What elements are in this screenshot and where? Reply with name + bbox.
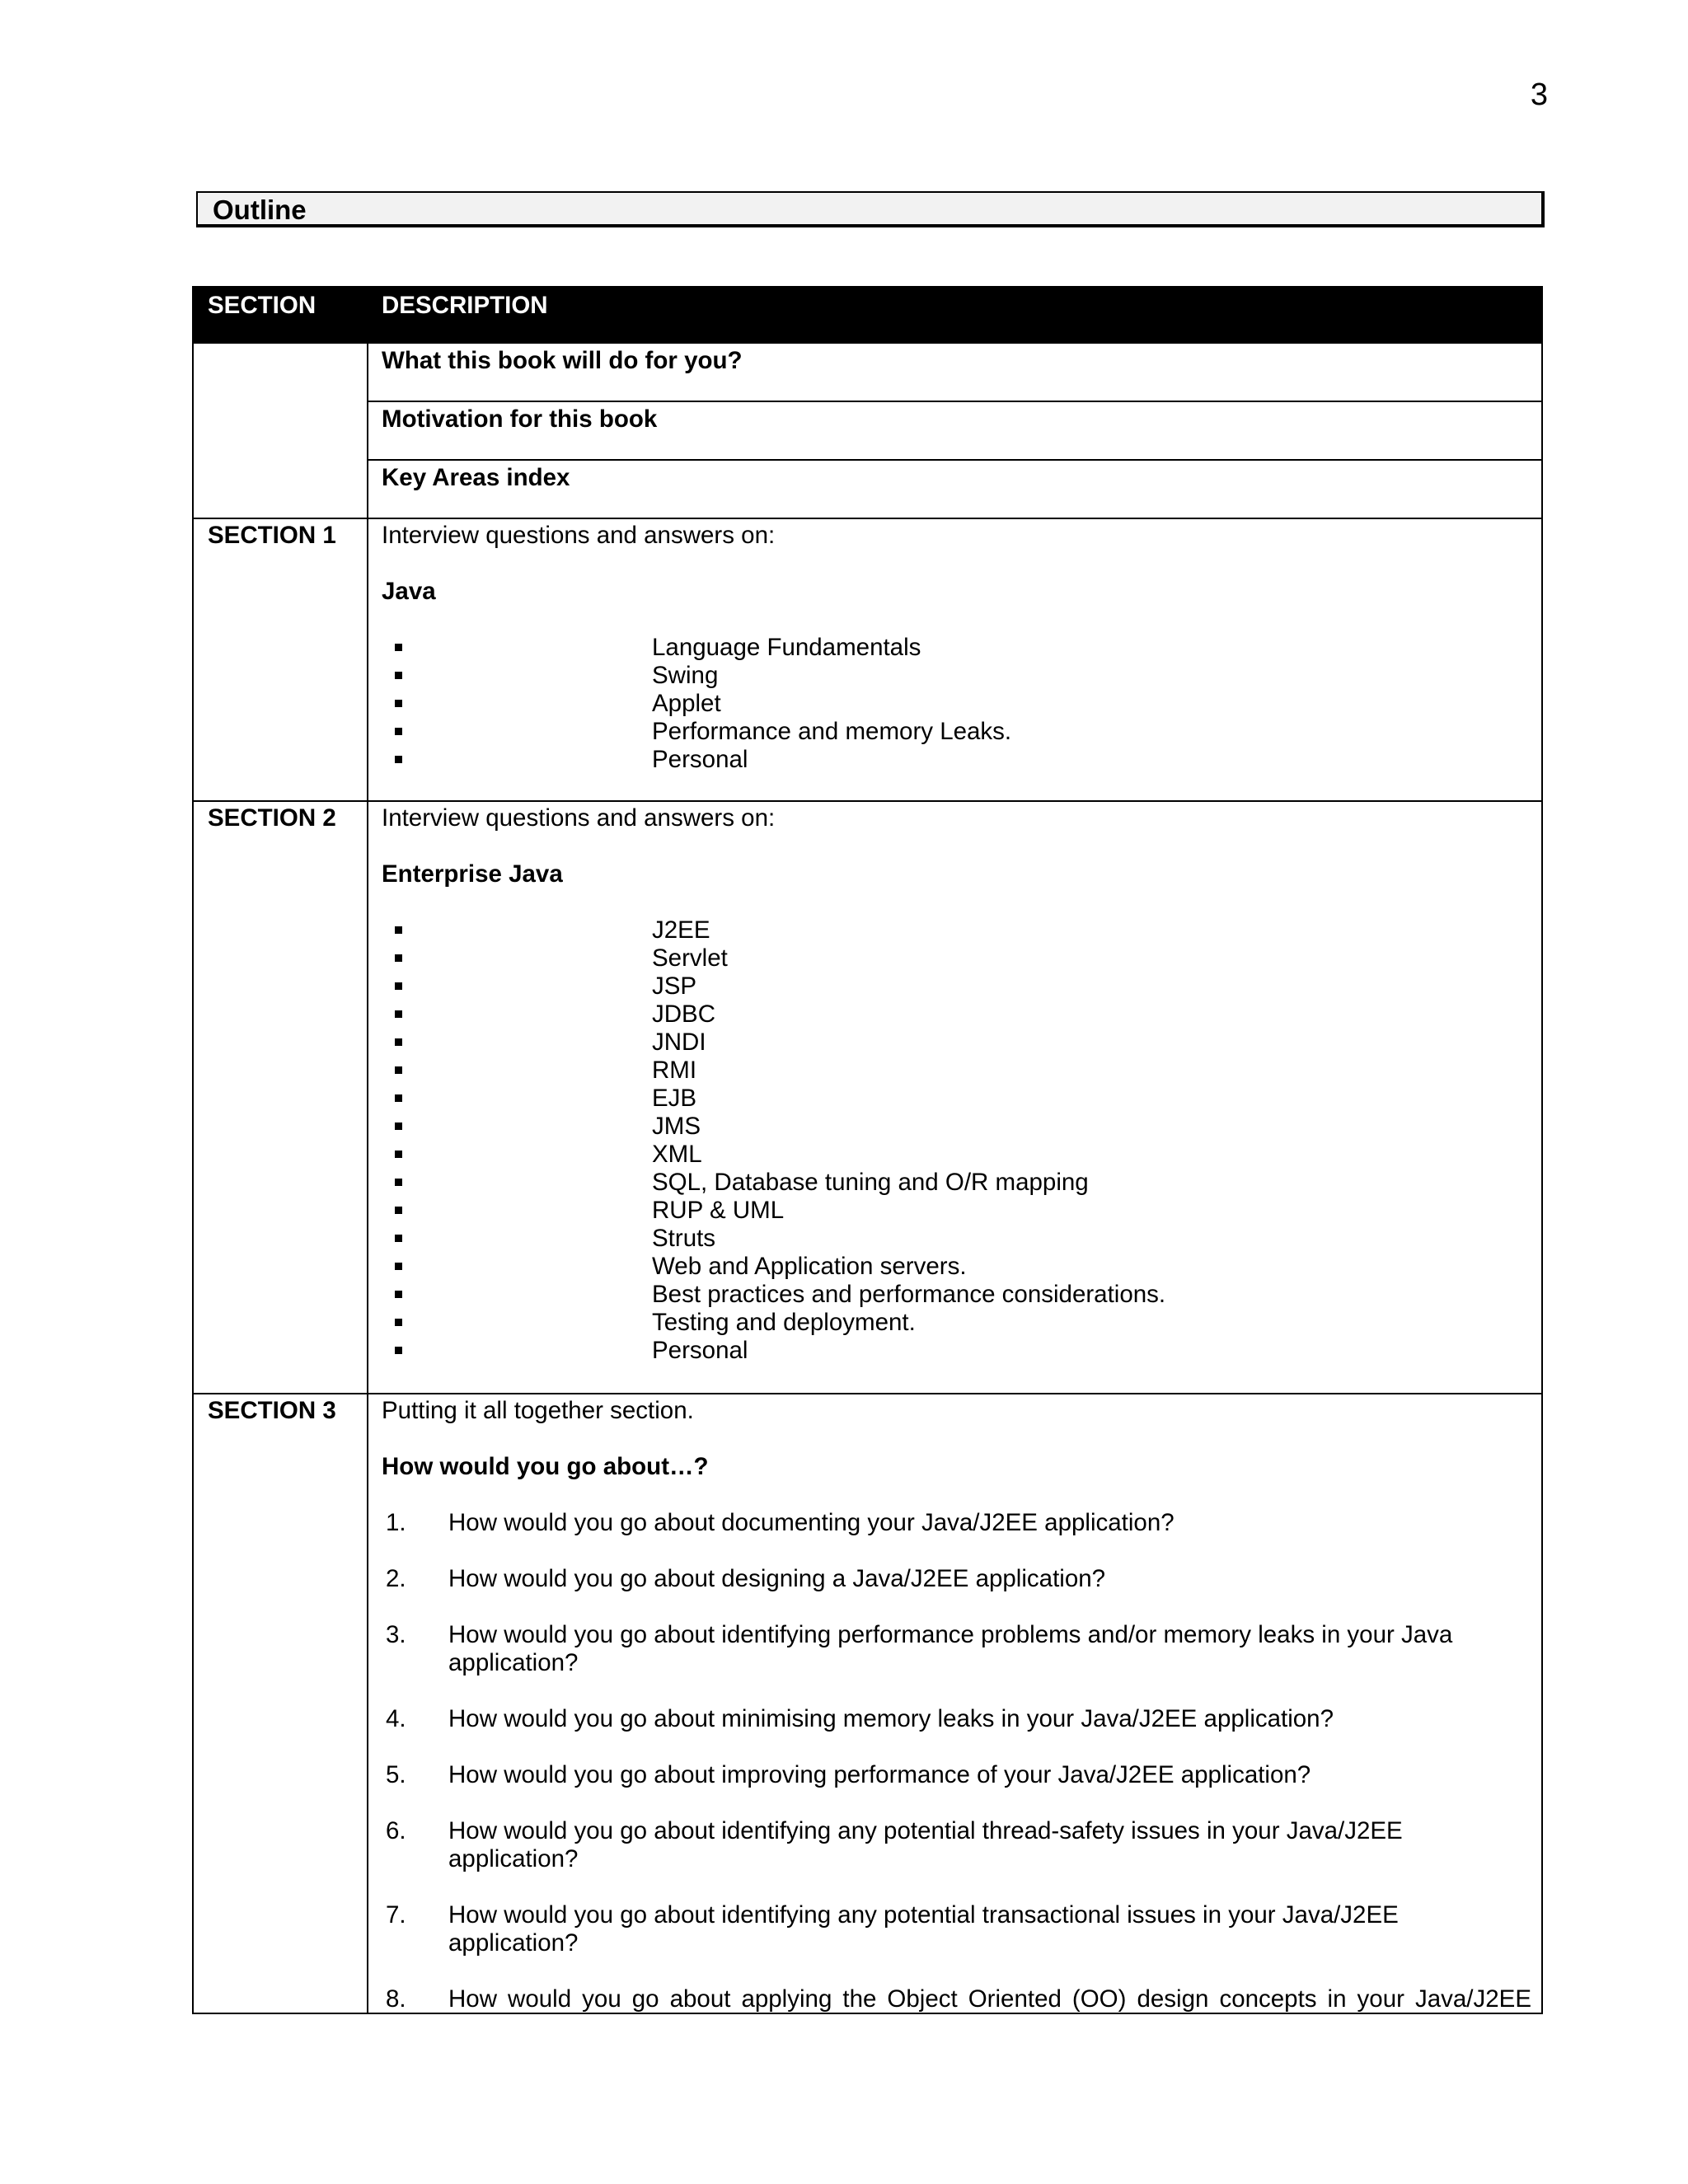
list-item-label: RMI bbox=[652, 1057, 697, 1084]
list-item-label: Personal bbox=[652, 1337, 748, 1364]
list-item-label: How would you go about applying the Object Oriented (OO) design concepts in your Java/J2EE bbox=[448, 1985, 1531, 2013]
section-3-label: SECTION 3 bbox=[208, 1397, 336, 1424]
list-item-label: Best practices and performance considerations. bbox=[652, 1281, 1166, 1308]
list-item-label: RUP & UML bbox=[652, 1197, 785, 1224]
bullet-icon bbox=[395, 1151, 402, 1158]
section-3-heading: How would you go about…? bbox=[382, 1453, 709, 1480]
section-2-heading: Enterprise Java bbox=[382, 860, 563, 888]
section-1-intro: Interview questions and answers on: bbox=[382, 522, 776, 549]
column-divider bbox=[367, 344, 368, 2013]
row-divider bbox=[367, 459, 1541, 461]
intro-row-motivation: Motivation for this book bbox=[382, 405, 658, 433]
bullet-icon bbox=[395, 1207, 402, 1214]
header-description: DESCRIPTION bbox=[382, 292, 548, 319]
list-item-label: Testing and deployment. bbox=[652, 1309, 916, 1336]
intro-row-what-this-book: What this book will do for you? bbox=[382, 347, 743, 374]
section-2-intro: Interview questions and answers on: bbox=[382, 804, 776, 832]
bullet-icon bbox=[395, 1179, 402, 1186]
list-item-label: How would you go about designing a Java/J2EE application? bbox=[448, 1565, 1106, 1592]
list-item-label: Servlet bbox=[652, 944, 728, 972]
bullet-icon bbox=[395, 644, 402, 651]
bullet-icon bbox=[395, 728, 402, 735]
bullet-icon bbox=[395, 1347, 402, 1354]
section-1-label: SECTION 1 bbox=[208, 522, 336, 549]
list-item-label: Personal bbox=[652, 746, 748, 773]
section-3-intro: Putting it all together section. bbox=[382, 1397, 694, 1424]
outline-table bbox=[192, 286, 1543, 2014]
bullet-icon bbox=[395, 1094, 402, 1102]
list-item-number: 5. bbox=[386, 1761, 406, 1788]
list-item-number: 7. bbox=[386, 1901, 406, 1929]
bullet-icon bbox=[395, 1291, 402, 1298]
list-item-number: 3. bbox=[386, 1621, 406, 1648]
table-header-row bbox=[194, 288, 1541, 344]
list-item-label: Swing bbox=[652, 662, 719, 689]
outline-heading-box bbox=[196, 191, 1545, 227]
list-item-label: How would you go about documenting your Java/J2EE application? bbox=[448, 1509, 1175, 1536]
list-item-label: How would you go about minimising memory leaks in your Java/J2EE application? bbox=[448, 1705, 1334, 1732]
list-item-label: SQL, Database tuning and O/R mapping bbox=[652, 1169, 1089, 1196]
bullet-icon bbox=[395, 672, 402, 679]
list-item-label: JNDI bbox=[652, 1029, 706, 1056]
header-section: SECTION bbox=[208, 292, 316, 319]
list-item-number: 4. bbox=[386, 1705, 406, 1732]
bullet-icon bbox=[395, 1010, 402, 1018]
page-number: 3 bbox=[1530, 77, 1548, 112]
bullet-icon bbox=[395, 1319, 402, 1326]
list-item-label: Performance and memory Leaks. bbox=[652, 718, 1012, 745]
outline-title: Outline bbox=[213, 194, 307, 225]
list-item-label: How would you go about identifying performance problems and/or memory leaks in your Java application? bbox=[448, 1621, 1453, 1676]
list-item-label: JSP bbox=[652, 972, 697, 1000]
list-item-label: How would you go about identifying any potential transactional issues in your Java/J2EE application? bbox=[448, 1901, 1399, 1957]
row-divider bbox=[194, 800, 1541, 802]
bullet-icon bbox=[395, 1038, 402, 1046]
bullet-icon bbox=[395, 1122, 402, 1130]
list-item-label: EJB bbox=[652, 1085, 697, 1112]
list-item-number: 8. bbox=[386, 1985, 406, 2013]
bullet-icon bbox=[395, 954, 402, 962]
bullet-icon bbox=[395, 700, 402, 707]
list-item-label: JDBC bbox=[652, 1001, 716, 1028]
row-divider bbox=[194, 518, 1541, 519]
row-divider bbox=[194, 1393, 1541, 1394]
list-item-label: J2EE bbox=[652, 916, 710, 944]
list-item-number: 6. bbox=[386, 1817, 406, 1844]
bullet-icon bbox=[395, 1066, 402, 1074]
list-item-label: Web and Application servers. bbox=[652, 1253, 967, 1280]
list-item-label: XML bbox=[652, 1141, 702, 1168]
list-item-label: Struts bbox=[652, 1225, 716, 1252]
bullet-icon bbox=[395, 1263, 402, 1270]
list-item-number: 2. bbox=[386, 1565, 406, 1592]
section-2-label: SECTION 2 bbox=[208, 804, 336, 832]
list-item-label: How would you go about improving performance of your Java/J2EE application? bbox=[448, 1761, 1311, 1788]
section-1-heading: Java bbox=[382, 578, 436, 605]
list-item-label: Language Fundamentals bbox=[652, 634, 921, 661]
row-divider bbox=[367, 401, 1541, 402]
bullet-icon bbox=[395, 926, 402, 934]
list-item-label: Applet bbox=[652, 690, 721, 717]
bullet-icon bbox=[395, 982, 402, 990]
list-item-number: 1. bbox=[386, 1509, 406, 1536]
list-item-label: JMS bbox=[652, 1113, 701, 1140]
bullet-icon bbox=[395, 756, 402, 763]
bullet-icon bbox=[395, 1235, 402, 1242]
intro-row-key-areas: Key Areas index bbox=[382, 464, 570, 491]
list-item-label: How would you go about identifying any potential thread-safety issues in your Java/J2EE application? bbox=[448, 1817, 1403, 1872]
